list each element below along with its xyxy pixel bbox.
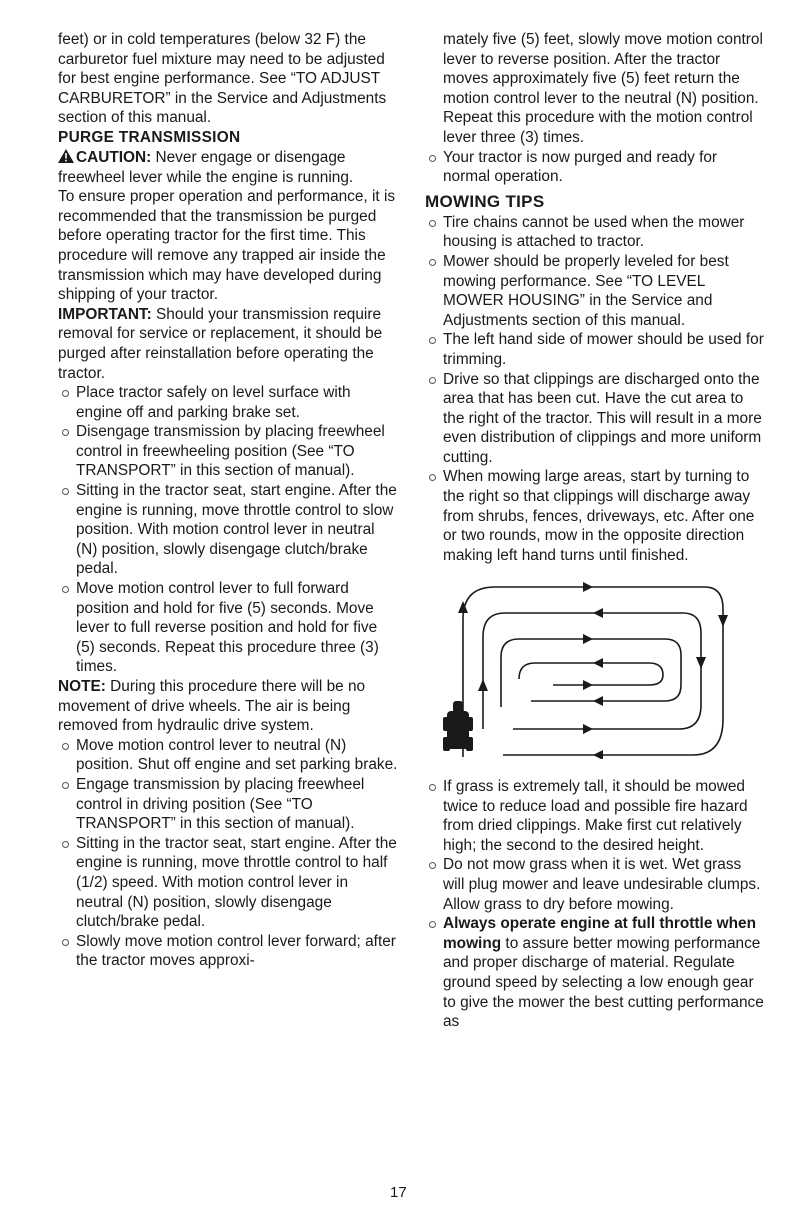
caution-triangle-icon [58, 149, 74, 163]
caution-label: CAUTION: [76, 148, 152, 166]
list-item: Disengage transmission by placing freewheel control in freewheeling position (See “TO TRANSPORT” in this section of manual). [58, 422, 398, 481]
list-item: Move motion control lever to neutral (N) position. Shut off engine and set parking brake. [58, 736, 398, 775]
list-item: Your tractor is now purged and ready for normal operation. [425, 148, 765, 187]
purge-steps-list [58, 383, 398, 677]
continued-paragraph: mately five (5) feet, slowly move motion control lever to reverse position. After the tractor moves approximately five (5) feet return the motion control lever to the neutral (N) position. Repeat this procedure with the motion control lever three (3) times. [443, 31, 763, 146]
mowing-tips-list-2 [425, 777, 765, 1032]
important-text: Should your transmission require removal for service or replacement, it should be purged after reinstallation before operating the tractor. [58, 305, 383, 382]
note-label: NOTE: [58, 678, 106, 695]
list-item [425, 914, 765, 1032]
list-item: Place tractor safely on level surface with engine off and parking brake set. [58, 383, 398, 422]
list-item: The left hand side of mower should be used for trimming. [425, 330, 765, 369]
throttle-bold-text: Always operate engine at full throttle when mowing [443, 915, 756, 952]
list-item: Drive so that clippings are discharged onto the area that has been cut. Have the cut area to the right of the tractor. This will result in a more even distribution of clippings and more uniform cutting. [425, 370, 765, 468]
caution-paragraph [58, 148, 398, 187]
list-item: If grass is extremely tall, it should be mowed twice to reduce load and possible fire hazard from dried clippings. Make first cut relatively high; the second to the desired height. [425, 777, 765, 855]
note-paragraph [58, 677, 398, 736]
mowing-tips-heading: MOWING TIPS [425, 191, 545, 211]
list-item: Move motion control lever to full forward position and hold for five (5) seconds. Move lever to full reverse position and hold for five (5) seconds. Repeat this procedure three (3) times. [58, 579, 398, 677]
list-item: Tire chains cannot be used when the mower housing is attached to tractor. [425, 213, 765, 252]
mowing-tips-list [425, 213, 765, 566]
purge-heading: PURGE TRANSMISSION [58, 128, 241, 146]
list-item: Sitting in the tractor seat, start engine. After the engine is running, move throttle control to slow position. With motion control lever in neutral (N) position, slowly disengage clutch/brake pedal. [58, 481, 398, 579]
page-number: 17 [390, 1184, 407, 1201]
intro-paragraph: feet) or in cold temperatures (below 32 F) the carburetor fuel mixture may need to be adjusted for best engine performance. See “TO ADJUST CARBURETOR” in the Service and Adjustments section of this manual. [58, 31, 387, 127]
list-item: Sitting in the tractor seat, start engine. After the engine is running, move throttle control to half (1/2) speed. With motion control lever in neutral (N) position, slowly disengage clutch/brake pedal. [58, 834, 398, 932]
list-item: Do not mow grass when it is wet. Wet grass will plug mower and leave undesirable clumps. Allow grass to dry before mowing. [425, 855, 765, 914]
left-column [58, 30, 398, 971]
list-item: Mower should be properly leveled for best mowing performance. See “TO LEVEL MOWER HOUSING” in the Service and Adjustments section of this manual. [425, 252, 765, 330]
important-paragraph [58, 305, 398, 383]
caution-text: Never engage or disengage freewheel lever while the engine is running. [58, 148, 354, 186]
list-item: When mowing large areas, start by turning to the right so that clippings will discharge away from shrubs, fences, driveways, etc. After one or two rounds, mow in the opposite direction making left hand turns until finished. [425, 467, 765, 565]
purge-paragraph: To ensure proper operation and performance, it is recommended that the transmission be purged before operating tractor for the first time. This procedure will remove any trapped air inside the transmission which may have developed during shipping of your tractor. [58, 188, 396, 304]
throttle-rest-text: to assure better mowing performance and proper discharge of material. Regulate ground speed by selecting a low enough gear to give the mower the best cutting performance as [443, 934, 764, 1031]
purge-steps-list-2 [58, 736, 398, 971]
list-item: Engage transmission by placing freewheel control in driving position (See “TO TRANSPORT” in this section of manual). [58, 775, 398, 834]
mowing-pattern-diagram [443, 579, 733, 759]
list-item: Slowly move motion control lever forward; after the tractor moves approxi- [58, 932, 398, 971]
tractor-icon [443, 701, 473, 751]
important-label: IMPORTANT: [58, 305, 152, 323]
right-column [425, 30, 765, 1032]
purged-list [425, 148, 765, 187]
note-text: During this procedure there will be no movement of drive wheels. The air is being removed from hydraulic drive system. [58, 678, 366, 735]
